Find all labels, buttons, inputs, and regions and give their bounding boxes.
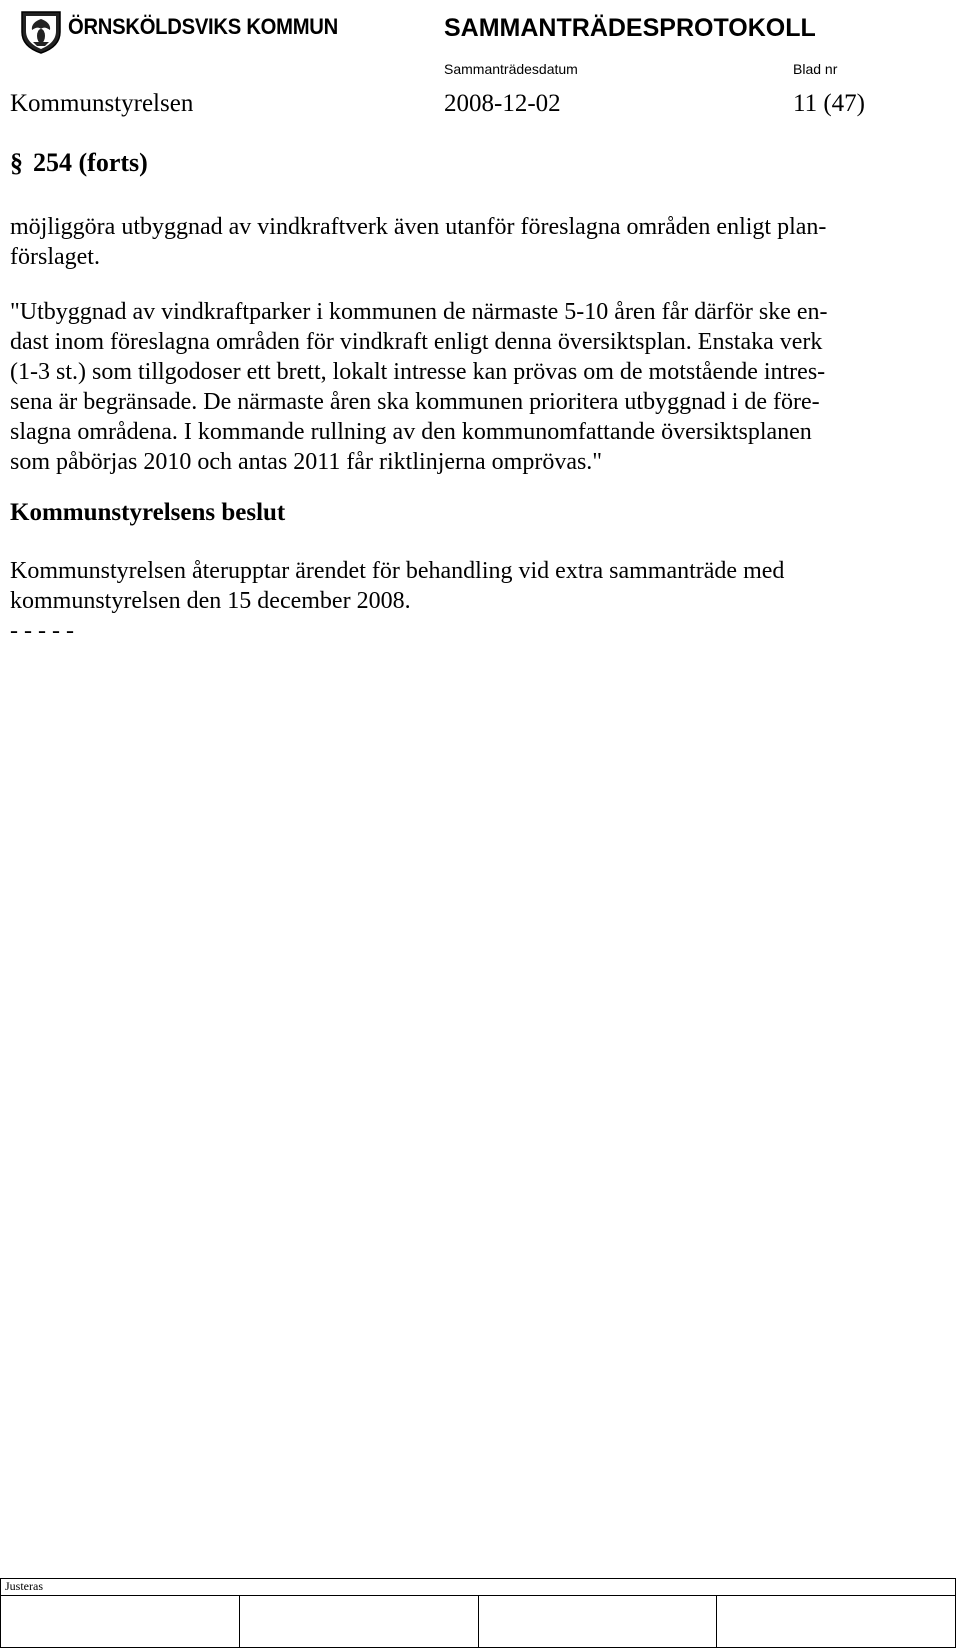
page-number-label: Blad nr	[793, 61, 838, 77]
signature-cell	[1, 1596, 240, 1648]
quoted-guideline-paragraph	[10, 297, 910, 477]
signature-cell	[239, 1596, 478, 1648]
text-line: (1-3 st.) som tillgodoser ett brett, lokalt intresse kan prövas om de motstående intres-	[10, 359, 826, 385]
decision-paragraph	[10, 556, 910, 616]
signature-cell	[478, 1596, 717, 1648]
meeting-date-label: Sammanträdesdatum	[444, 61, 578, 77]
text-line: slagna områdena. I kommande rullning av den kommunomfattande översiktsplanen	[10, 419, 812, 445]
document-type-title: SAMMANTRÄDESPROTOKOLL	[444, 14, 816, 42]
text-line: som påbörjas 2010 och antas 2011 får riktlinjerna omprövas."	[10, 449, 603, 475]
signature-table	[0, 1578, 956, 1648]
text-line: "Utbyggnad av vindkraftparker i kommunen de närmaste 5-10 åren får därför ske en-	[10, 299, 828, 325]
end-marker: - - - - -	[10, 618, 74, 644]
text-line: kommunstyrelsen den 15 december 2008.	[10, 588, 411, 614]
section-title	[10, 148, 148, 178]
section-number: 254 (forts)	[33, 148, 148, 177]
signature-table-header	[1, 1579, 956, 1596]
organization-name: ÖRNSKÖLDSVIKS KOMMUN	[68, 14, 338, 39]
governing-body: Kommunstyrelsen	[10, 90, 194, 117]
signature-cell	[717, 1596, 956, 1648]
paragraph-1	[10, 212, 910, 272]
text-line: förslaget.	[10, 244, 100, 270]
text-line: Kommunstyrelsen återupptar ärendet för behandling vid extra sammanträde med	[10, 558, 785, 584]
text-line: sena är begränsade. De närmaste åren ska kommunen prioritera utbyggnad i de före-	[10, 389, 820, 415]
paragraph-symbol: §	[10, 148, 23, 177]
decision-heading: Kommunstyrelsens beslut	[10, 499, 286, 526]
meeting-date: 2008-12-02	[444, 90, 561, 117]
text-line: dast inom föreslagna områden för vindkraft enligt denna översiktsplan. Enstaka verk	[10, 329, 823, 355]
justeras-label: Justeras	[5, 1579, 43, 1593]
page-number: 11 (47)	[793, 90, 865, 117]
text-line: möjliggöra utbyggnad av vindkraftverk även utanför föreslagna områden enligt plan-	[10, 214, 827, 240]
municipality-coat-of-arms-icon	[20, 8, 62, 54]
